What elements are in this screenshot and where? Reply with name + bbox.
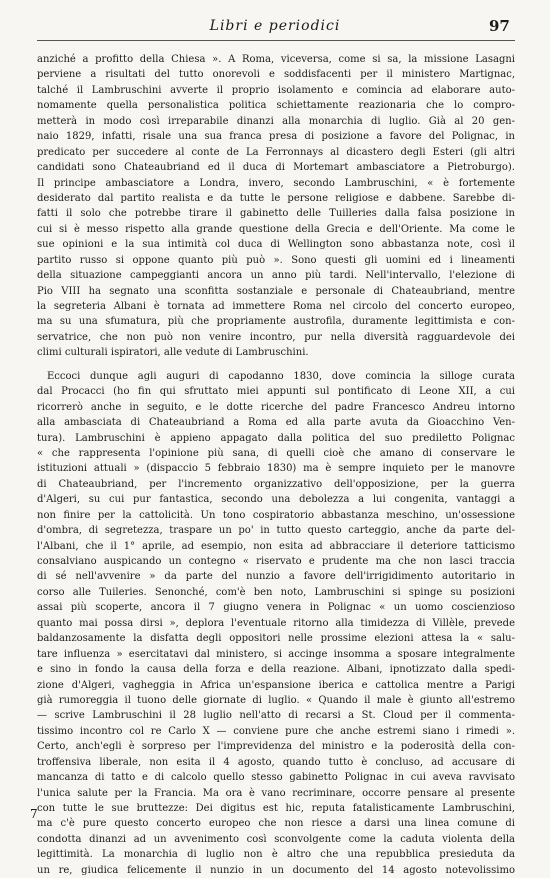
paragraph [37, 369, 515, 878]
text-line: tare influenza » esercitatavi dal ministero, si accinge insomma a sposare integralmente [37, 648, 515, 660]
text-line: ma c'è pure questo concerto europeo che non riesce a darsi una linea comune di [37, 818, 515, 830]
text-line: ricorrerò anche in seguito, e le dotte ricerche del padre Francesco Andreu intorno [37, 401, 515, 413]
text-line: non finire per la cattolicità. Un tono cospiratorio abbastanza meschino, un'ossessione [37, 509, 515, 521]
text-line: zione d'Algeri, vagheggia in Africa un'espansione iberica e cattolica mentre a Parigi [37, 679, 515, 691]
text-line: perviene a risultati del tutto onorevoli e soddisfacenti per il ministero Martignac, [37, 69, 515, 81]
text-line: legittimità. La monarchia di luglio non è altro che una repubblica presieduta da [37, 849, 515, 861]
running-title: Libri e periodici [209, 18, 341, 34]
text-line: condotta dinanzi ad un avvenimento così sconvolgente come la caduta violenta della [37, 833, 515, 845]
text-line: con tutte le sue bruttezze: Dei digitus est hic, reputa fatalisticamente Lambruschini, [37, 803, 515, 814]
text-line: troffensiva liberale, non esita il 4 agosto, quando tutto è concluso, ad accusare di [37, 756, 515, 768]
text-line: talché il Lambruschini avverte il proprio isolamento e comincia ad elaborare auto- [37, 84, 515, 96]
text-line: la segreteria Albani è tornata ad immettere Roma nel circolo del concerto europeo, [37, 301, 515, 312]
text-line: di Chateaubriand, per l'incremento organizzativo dell'opposizione, per la guerra [37, 478, 515, 490]
text-line: istituzioni attuali » (dispaccio 5 febbraio 1830) ma è sempre inquieto per le manovre [37, 463, 515, 475]
text-line: « che rappresenta l'opinione più sana, di quelli cioè che amano di conservare le [37, 447, 515, 459]
text-line: naio 1829, infatti, risale una sua franca presa di posizione a favore del Polignac, in [37, 131, 515, 143]
text-line: della situazione campeggianti ancora un anno più tardi. Nell'intervallo, l'elezione di [37, 270, 515, 282]
text-line: tura). Lambruschini è appieno appagato dalla politica del suo prediletto Polignac [37, 432, 515, 444]
text-line: — scrive Lambruschini il 28 luglio nell'atto di recarsi a St. Cloud per il commenta- [37, 710, 515, 722]
text-line: Il principe ambasciatore a Londra, invero, secondo Lambruschini, « è fortemente [37, 177, 515, 189]
text-line: servatrice, che non può non venire incontro, pur nella diversità ragguardevole dei [37, 331, 515, 343]
paragraph-gap [37, 361, 515, 369]
text-line: Eccoci dunque agli auguri di capodanno 1830, dove comincia la silloge curata [47, 370, 515, 382]
text-line: candidati sono Chateaubriand ed il duca di Mortemart ambasciatore a Pietroburgo). [37, 162, 515, 174]
text-line: desiderato dal partito realista e da tutte le persone religiose e dabbene. Sarebbe di- [37, 192, 515, 204]
page-number: 97 [489, 17, 510, 35]
text-line: assai più scoperte, ancora il 7 giugno venera in Polignac « un uomo coscienzioso [37, 602, 515, 614]
text-line: sue opinioni e la sua intimità col duca di Wellington sono abbastanza note, così il [37, 239, 515, 251]
text-line: quanto mai possa dirsi », deplora l'eventuale ritorno alla timidezza di Villèle, prevede [37, 617, 515, 629]
text-line: l'Albani, che il 1° aprile, ad esempio, non esita ad abbracciare il deteriore tatticismo [37, 540, 515, 552]
text-line: d'Algeri, su cui pur fantastica, secondo una debolezza a lui congenita, vantaggi a [37, 494, 515, 506]
text-line: di sé nell'avvenire » da parte del nunzio a favore dell'irrigidimento autoritario in [37, 571, 515, 583]
text-line: partito russo si oppone quanto più può ». Sono questi gli uomini ed i lineamenti [37, 254, 515, 266]
signature-mark: 7 [30, 807, 38, 821]
header-rule [37, 40, 515, 41]
text-line: Certo, anch'egli è sorpreso per l'imprevidenza del ministro e la poderosità della con- [37, 741, 515, 753]
text-line: fatti il solo che potrebbe tirare il gabinetto delle Tuilleries dalla falsa posizione in [37, 208, 515, 220]
text-line: già rumoreggia il tuono delle giornate di luglio. « Quando il male è giunto all'estremo [37, 694, 515, 706]
text-line: e sino in fondo la causa della forza e della reazione. Albani, ipnotizzato dalla spedi- [37, 664, 515, 676]
text-line: tissimo incontro col re Carlo X — conviene pure che anche estremi siano i rimedi ». [37, 725, 515, 737]
running-head [0, 18, 550, 38]
paragraph [37, 52, 515, 361]
body-text [37, 52, 515, 878]
text-line: predicato per succedere al conte de La Ferronnays al dicastero degli Esteri (gli altri [37, 146, 515, 158]
text-line: nomamente quella personalistica politica schiettamente reazionaria che lo compro- [37, 100, 515, 112]
text-line: l'unica salute per la Francia. Ma ora è vano recriminare, occorre pensare al presente [37, 787, 515, 799]
text-line: d'ombra, di segretezza, traspare un po' in tutto questo carteggio, anche da parte del- [37, 525, 515, 537]
text-line: alla ambasciata di Chateaubriand a Roma ed alla parte avuta da Gioacchino Ven- [37, 417, 515, 429]
text-line: un re, giudica felicemente il nunzio in un documento del 14 agosto notevolissimo [37, 864, 515, 876]
text-line: mancanza di tatto e di calcolo quello stesso gabinetto Polignac in cui aveva ravvisato [37, 772, 515, 784]
text-line: corso alle Tuileries. Senonché, com'è ben noto, Lambruschini si spinge su posizioni [37, 586, 515, 598]
text-line: ma su una sfumatura, più che propriamente austrofila, duramente legittimista e con- [37, 316, 515, 328]
text-line: consalviano auspicando un contegno « riservato e prudente ma che non lasci traccia [37, 556, 515, 567]
text-line: anziché a profitto della Chiesa ». A Roma, viceversa, come si sa, la missione Lasagni [37, 54, 515, 65]
text-line: metterà in modo così irreparabile dinanzi alla monarchia di luglio. Già al 20 gen- [37, 115, 515, 127]
text-line: cui si è messo rispetto alla grande questione della Grecia e dell'Oriente. Ma come le [37, 223, 515, 235]
text-line: dal Procacci (ho fin qui sfruttato miei appunti sul pontificato di Leone XII, a cui [37, 386, 515, 398]
text-line: climi culturali ispiratori, alle vedute di Lambruschini. [37, 347, 309, 359]
text-line: Pio VIII ha segnato una sconfitta sostanziale e personale di Chateaubriand, mentre [37, 285, 515, 297]
text-line: baldanzosamente la disfatta degli oppositori nelle prossime elezioni attesa la « salu- [37, 633, 515, 645]
